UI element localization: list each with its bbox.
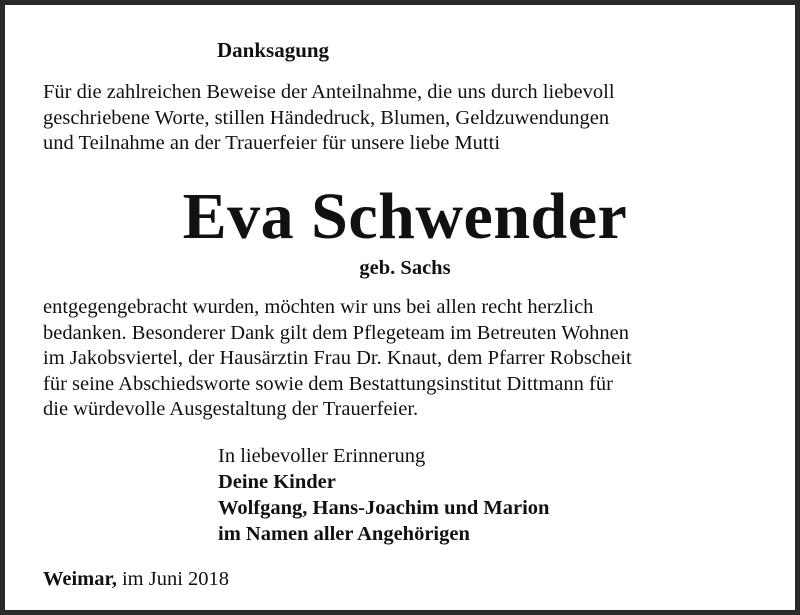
- intro-line: und Teilnahme an der Trauerfeier für unsere liebe Mutti: [43, 132, 501, 154]
- signoff-intro: In liebevoller Erinnerung: [218, 445, 426, 467]
- thanks-paragraph: [43, 295, 632, 423]
- intro-line: geschriebene Worte, stillen Händedruck, Blumen, Geldzuwendungen: [43, 106, 610, 129]
- intro-line: Für die zahlreichen Beweise der Anteilnahme, die uns durch liebevoll: [43, 81, 615, 103]
- maiden-name: geb. Sachs: [359, 257, 451, 279]
- signoff-relatives: im Namen aller Angehörigen: [218, 523, 470, 545]
- signoff-block: [218, 443, 549, 547]
- thanks-line: für seine Abschiedsworte sowie dem Bestattungsinstitut Dittmann für: [43, 372, 613, 395]
- deceased-name: Eva Schwender: [182, 180, 628, 253]
- thanks-line: im Jakobsviertel, der Hausärztin Frau Dr. Knaut, dem Pfarrer Robscheit: [43, 347, 632, 369]
- signoff-names: Wolfgang, Hans-Joachim und Marion: [218, 497, 550, 519]
- notice-date: im Juni 2018: [121, 568, 230, 590]
- intro-paragraph: [43, 80, 615, 157]
- thanks-line: entgegengebracht wurden, möchten wir uns bei allen recht herzlich: [43, 296, 594, 318]
- thanks-line: die würdevolle Ausgestaltung der Trauerfeier.: [43, 398, 419, 420]
- signoff-children: Deine Kinder: [218, 471, 336, 493]
- notice-heading: Danksagung: [217, 38, 330, 62]
- place-date-line: [43, 566, 229, 592]
- place-name: Weimar,: [43, 568, 117, 590]
- thanks-line: bedanken. Besonderer Dank gilt dem Pflegeteam im Betreuten Wohnen: [43, 321, 630, 344]
